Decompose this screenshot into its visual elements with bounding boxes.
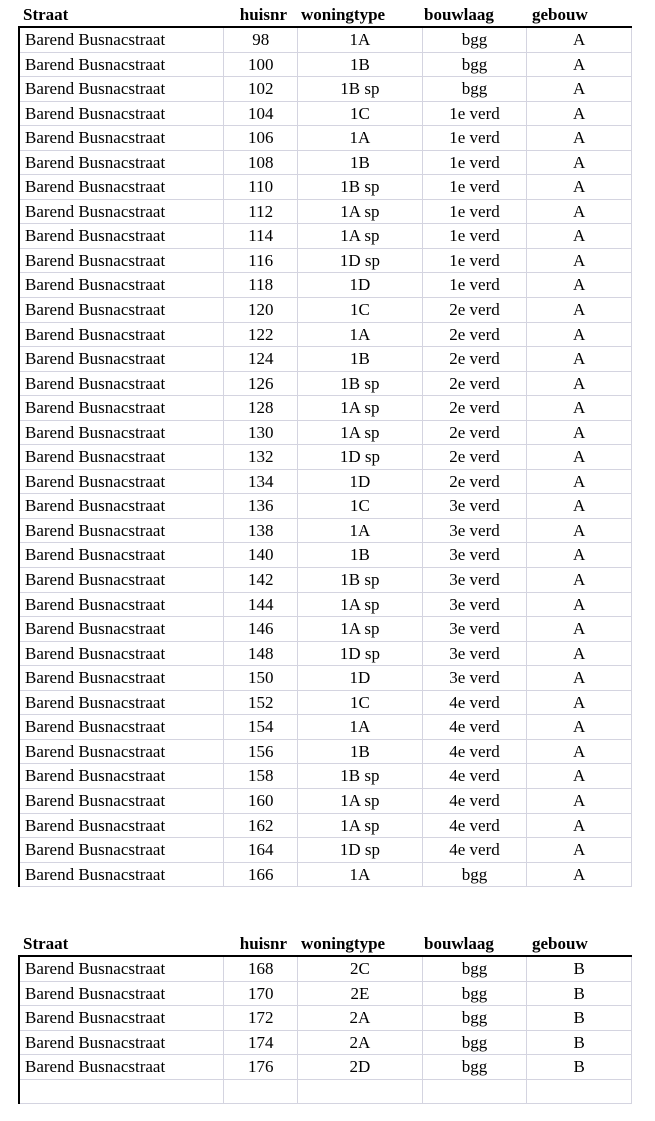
header-woningtype: woningtype <box>301 934 386 953</box>
cell-woningtype: 1B sp <box>298 175 423 199</box>
cell-gebouw: A <box>527 789 632 813</box>
cell-bouwlaag: 1e verd <box>423 126 528 150</box>
cell-bouwlaag: 4e verd <box>423 715 528 739</box>
table-row <box>20 715 632 740</box>
cell-huisnr: 166 <box>224 863 298 887</box>
cell-gebouw: A <box>527 28 632 52</box>
cell-huisnr: 142 <box>224 568 298 592</box>
cell-huisnr: 110 <box>224 175 298 199</box>
cell-bouwlaag: bgg <box>423 77 528 101</box>
cell-straat: Barend Busnacstraat <box>20 273 224 297</box>
cell-bouwlaag: 1e verd <box>423 224 528 248</box>
cell-gebouw: A <box>527 175 632 199</box>
cell-huisnr: 162 <box>224 814 298 838</box>
table-building-b <box>18 933 632 1104</box>
cell-huisnr: 152 <box>224 691 298 715</box>
cell-bouwlaag: 2e verd <box>423 323 528 347</box>
table-row <box>20 298 632 323</box>
table-building-a <box>18 4 632 887</box>
cell-straat: Barend Busnacstraat <box>20 1006 224 1030</box>
table-row <box>20 1031 632 1056</box>
cell-woningtype: 2A <box>298 1006 423 1030</box>
cell-straat: Barend Busnacstraat <box>20 543 224 567</box>
cell-bouwlaag: 1e verd <box>423 175 528 199</box>
cell-huisnr: 172 <box>224 1006 298 1030</box>
cell-gebouw: A <box>527 298 632 322</box>
table-body <box>18 28 632 887</box>
cell-huisnr: 120 <box>224 298 298 322</box>
table-row <box>20 666 632 691</box>
cell-woningtype: 1A <box>298 715 423 739</box>
cell-gebouw: B <box>527 1006 632 1030</box>
cell-huisnr: 170 <box>224 982 298 1006</box>
cell-huisnr: 118 <box>224 273 298 297</box>
cell-gebouw: A <box>527 372 632 396</box>
cell-bouwlaag: bgg <box>423 1031 528 1055</box>
cell-woningtype: 1A <box>298 323 423 347</box>
cell-huisnr: 140 <box>224 543 298 567</box>
cell-huisnr: 104 <box>224 102 298 126</box>
table-row <box>20 494 632 519</box>
cell-woningtype: 1D <box>298 666 423 690</box>
cell-bouwlaag: 4e verd <box>423 838 528 862</box>
cell-woningtype: 1D sp <box>298 838 423 862</box>
cell-huisnr: 156 <box>224 740 298 764</box>
cell-huisnr <box>224 1080 298 1104</box>
cell-straat: Barend Busnacstraat <box>20 666 224 690</box>
cell-huisnr: 124 <box>224 347 298 371</box>
cell-huisnr: 150 <box>224 666 298 690</box>
cell-woningtype: 1C <box>298 691 423 715</box>
cell-straat: Barend Busnacstraat <box>20 740 224 764</box>
cell-bouwlaag: bgg <box>423 863 528 887</box>
cell-gebouw: A <box>527 249 632 273</box>
cell-gebouw: A <box>527 151 632 175</box>
cell-woningtype: 1B <box>298 347 423 371</box>
cell-bouwlaag: 1e verd <box>423 151 528 175</box>
table-row <box>20 982 632 1007</box>
cell-straat: Barend Busnacstraat <box>20 28 224 52</box>
header-gebouw: gebouw <box>532 5 588 24</box>
cell-woningtype: 1B sp <box>298 568 423 592</box>
cell-gebouw: A <box>527 617 632 641</box>
cell-straat: Barend Busnacstraat <box>20 1031 224 1055</box>
cell-bouwlaag: bgg <box>423 1055 528 1079</box>
cell-woningtype: 1A <box>298 863 423 887</box>
table-row <box>20 764 632 789</box>
cell-woningtype: 1B sp <box>298 77 423 101</box>
cell-straat: Barend Busnacstraat <box>20 593 224 617</box>
cell-bouwlaag: 3e verd <box>423 494 528 518</box>
cell-woningtype: 1B <box>298 151 423 175</box>
cell-straat: Barend Busnacstraat <box>20 617 224 641</box>
cell-gebouw: A <box>527 764 632 788</box>
cell-gebouw: A <box>527 740 632 764</box>
cell-huisnr: 106 <box>224 126 298 150</box>
cell-gebouw: A <box>527 666 632 690</box>
cell-bouwlaag: 2e verd <box>423 298 528 322</box>
cell-straat: Barend Busnacstraat <box>20 200 224 224</box>
table-row <box>20 77 632 102</box>
cell-huisnr: 108 <box>224 151 298 175</box>
cell-huisnr: 102 <box>224 77 298 101</box>
cell-woningtype: 1C <box>298 102 423 126</box>
cell-huisnr: 100 <box>224 53 298 77</box>
cell-gebouw: A <box>527 396 632 420</box>
cell-straat: Barend Busnacstraat <box>20 53 224 77</box>
table-row <box>20 1006 632 1031</box>
cell-gebouw: B <box>527 957 632 981</box>
cell-bouwlaag <box>423 1080 528 1104</box>
table-row <box>20 126 632 151</box>
cell-straat: Barend Busnacstraat <box>20 175 224 199</box>
cell-bouwlaag: 1e verd <box>423 200 528 224</box>
cell-bouwlaag: 3e verd <box>423 519 528 543</box>
header-bouwlaag: bouwlaag <box>424 5 494 24</box>
cell-gebouw: A <box>527 568 632 592</box>
table-row <box>20 470 632 495</box>
cell-woningtype: 1A sp <box>298 396 423 420</box>
cell-woningtype: 1C <box>298 298 423 322</box>
table-header <box>18 4 632 28</box>
cell-woningtype: 2A <box>298 1031 423 1055</box>
cell-gebouw <box>527 1080 632 1104</box>
cell-woningtype: 1C <box>298 494 423 518</box>
cell-woningtype: 1A sp <box>298 617 423 641</box>
table-row <box>20 789 632 814</box>
cell-straat: Barend Busnacstraat <box>20 126 224 150</box>
table-row <box>20 249 632 274</box>
cell-huisnr: 98 <box>224 28 298 52</box>
table-row <box>20 691 632 716</box>
cell-gebouw: A <box>527 838 632 862</box>
cell-huisnr: 148 <box>224 642 298 666</box>
cell-straat: Barend Busnacstraat <box>20 347 224 371</box>
cell-gebouw: A <box>527 593 632 617</box>
cell-huisnr: 160 <box>224 789 298 813</box>
cell-woningtype: 1A sp <box>298 224 423 248</box>
cell-straat: Barend Busnacstraat <box>20 568 224 592</box>
cell-gebouw: A <box>527 347 632 371</box>
cell-straat: Barend Busnacstraat <box>20 789 224 813</box>
cell-bouwlaag: bgg <box>423 982 528 1006</box>
cell-woningtype: 1A sp <box>298 200 423 224</box>
cell-woningtype: 1D sp <box>298 445 423 469</box>
cell-gebouw: A <box>527 642 632 666</box>
table-row <box>20 814 632 839</box>
cell-bouwlaag: 3e verd <box>423 666 528 690</box>
cell-huisnr: 144 <box>224 593 298 617</box>
cell-straat: Barend Busnacstraat <box>20 957 224 981</box>
cell-bouwlaag: 3e verd <box>423 593 528 617</box>
cell-huisnr: 174 <box>224 1031 298 1055</box>
cell-woningtype: 1B <box>298 543 423 567</box>
cell-straat: Barend Busnacstraat <box>20 1055 224 1079</box>
cell-woningtype: 1A sp <box>298 593 423 617</box>
cell-huisnr: 158 <box>224 764 298 788</box>
cell-straat: Barend Busnacstraat <box>20 298 224 322</box>
cell-bouwlaag: 2e verd <box>423 421 528 445</box>
cell-bouwlaag: 2e verd <box>423 445 528 469</box>
table-row <box>20 1055 632 1080</box>
cell-bouwlaag: 3e verd <box>423 642 528 666</box>
cell-straat <box>20 1080 224 1104</box>
cell-straat: Barend Busnacstraat <box>20 372 224 396</box>
table-row <box>20 740 632 765</box>
cell-straat: Barend Busnacstraat <box>20 445 224 469</box>
cell-straat: Barend Busnacstraat <box>20 396 224 420</box>
cell-gebouw: A <box>527 126 632 150</box>
cell-straat: Barend Busnacstraat <box>20 421 224 445</box>
header-woningtype: woningtype <box>301 5 386 24</box>
table-row <box>20 421 632 446</box>
cell-huisnr: 154 <box>224 715 298 739</box>
cell-gebouw: A <box>527 543 632 567</box>
cell-straat: Barend Busnacstraat <box>20 224 224 248</box>
cell-woningtype: 2D <box>298 1055 423 1079</box>
cell-bouwlaag: 3e verd <box>423 568 528 592</box>
header-bouwlaag: bouwlaag <box>424 934 494 953</box>
cell-woningtype <box>298 1080 423 1104</box>
cell-bouwlaag: 4e verd <box>423 740 528 764</box>
cell-huisnr: 114 <box>224 224 298 248</box>
cell-bouwlaag: 3e verd <box>423 543 528 567</box>
cell-straat: Barend Busnacstraat <box>20 814 224 838</box>
cell-gebouw: A <box>527 445 632 469</box>
cell-gebouw: B <box>527 982 632 1006</box>
cell-huisnr: 176 <box>224 1055 298 1079</box>
cell-straat: Barend Busnacstraat <box>20 102 224 126</box>
cell-huisnr: 130 <box>224 421 298 445</box>
header-huisnr: huisnr <box>239 934 287 953</box>
table-row <box>20 102 632 127</box>
cell-huisnr: 134 <box>224 470 298 494</box>
table-row <box>20 838 632 863</box>
cell-bouwlaag: 4e verd <box>423 814 528 838</box>
cell-woningtype: 1A <box>298 126 423 150</box>
table-row <box>20 53 632 78</box>
cell-gebouw: A <box>527 519 632 543</box>
cell-huisnr: 126 <box>224 372 298 396</box>
cell-gebouw: A <box>527 200 632 224</box>
cell-huisnr: 138 <box>224 519 298 543</box>
cell-woningtype: 1D sp <box>298 249 423 273</box>
cell-huisnr: 112 <box>224 200 298 224</box>
table-row <box>20 863 632 888</box>
cell-straat: Barend Busnacstraat <box>20 470 224 494</box>
table-row <box>20 372 632 397</box>
cell-huisnr: 168 <box>224 957 298 981</box>
table-row <box>20 323 632 348</box>
cell-woningtype: 1B <box>298 740 423 764</box>
cell-bouwlaag: 1e verd <box>423 249 528 273</box>
header-huisnr: huisnr <box>239 5 287 24</box>
cell-huisnr: 128 <box>224 396 298 420</box>
cell-straat: Barend Busnacstraat <box>20 691 224 715</box>
cell-straat: Barend Busnacstraat <box>20 249 224 273</box>
cell-huisnr: 116 <box>224 249 298 273</box>
cell-gebouw: A <box>527 273 632 297</box>
cell-huisnr: 122 <box>224 323 298 347</box>
table-row <box>20 519 632 544</box>
table-row <box>20 175 632 200</box>
cell-bouwlaag: 2e verd <box>423 470 528 494</box>
cell-gebouw: A <box>527 102 632 126</box>
cell-gebouw: A <box>527 814 632 838</box>
cell-straat: Barend Busnacstraat <box>20 764 224 788</box>
cell-woningtype: 2C <box>298 957 423 981</box>
cell-gebouw: A <box>527 224 632 248</box>
cell-bouwlaag: 2e verd <box>423 372 528 396</box>
cell-gebouw: A <box>527 470 632 494</box>
header-gebouw: gebouw <box>532 934 588 953</box>
table-row <box>20 273 632 298</box>
cell-bouwlaag: 3e verd <box>423 617 528 641</box>
cell-woningtype: 1B <box>298 53 423 77</box>
table-row <box>20 151 632 176</box>
cell-gebouw: A <box>527 323 632 347</box>
cell-gebouw: A <box>527 53 632 77</box>
table-row <box>20 593 632 618</box>
cell-straat: Barend Busnacstraat <box>20 494 224 518</box>
header-straat: Straat <box>23 5 69 24</box>
cell-gebouw: A <box>527 494 632 518</box>
cell-woningtype: 1A <box>298 28 423 52</box>
cell-huisnr: 132 <box>224 445 298 469</box>
table-header <box>18 933 632 957</box>
cell-woningtype: 2E <box>298 982 423 1006</box>
cell-straat: Barend Busnacstraat <box>20 77 224 101</box>
cell-straat: Barend Busnacstraat <box>20 982 224 1006</box>
cell-straat: Barend Busnacstraat <box>20 151 224 175</box>
cell-woningtype: 1D sp <box>298 642 423 666</box>
cell-straat: Barend Busnacstraat <box>20 838 224 862</box>
cell-woningtype: 1A sp <box>298 421 423 445</box>
cell-straat: Barend Busnacstraat <box>20 715 224 739</box>
cell-gebouw: B <box>527 1031 632 1055</box>
cell-woningtype: 1A <box>298 519 423 543</box>
table-row <box>20 445 632 470</box>
cell-bouwlaag: bgg <box>423 957 528 981</box>
cell-bouwlaag: 1e verd <box>423 102 528 126</box>
cell-bouwlaag: bgg <box>423 28 528 52</box>
table-row <box>20 347 632 372</box>
cell-woningtype: 1A sp <box>298 814 423 838</box>
cell-gebouw: A <box>527 691 632 715</box>
header-straat: Straat <box>23 934 69 953</box>
cell-huisnr: 146 <box>224 617 298 641</box>
cell-straat: Barend Busnacstraat <box>20 519 224 543</box>
cell-woningtype: 1B sp <box>298 764 423 788</box>
table-row <box>20 200 632 225</box>
table-row <box>20 617 632 642</box>
cell-bouwlaag: 4e verd <box>423 691 528 715</box>
cell-bouwlaag: bgg <box>423 1006 528 1030</box>
cell-woningtype: 1B sp <box>298 372 423 396</box>
cell-bouwlaag: 4e verd <box>423 764 528 788</box>
cell-straat: Barend Busnacstraat <box>20 863 224 887</box>
cell-gebouw: A <box>527 715 632 739</box>
table-row <box>20 568 632 593</box>
table-body <box>18 957 632 1104</box>
cell-woningtype: 1A sp <box>298 789 423 813</box>
cell-straat: Barend Busnacstraat <box>20 642 224 666</box>
cell-bouwlaag: 4e verd <box>423 789 528 813</box>
table-row <box>20 1080 632 1105</box>
cell-gebouw: A <box>527 421 632 445</box>
cell-bouwlaag: 2e verd <box>423 396 528 420</box>
cell-huisnr: 164 <box>224 838 298 862</box>
table-row <box>20 957 632 982</box>
cell-bouwlaag: bgg <box>423 53 528 77</box>
cell-woningtype: 1D <box>298 273 423 297</box>
cell-bouwlaag: 2e verd <box>423 347 528 371</box>
cell-huisnr: 136 <box>224 494 298 518</box>
table-row <box>20 642 632 667</box>
table-row <box>20 396 632 421</box>
cell-bouwlaag: 1e verd <box>423 273 528 297</box>
cell-woningtype: 1D <box>298 470 423 494</box>
cell-gebouw: A <box>527 863 632 887</box>
cell-straat: Barend Busnacstraat <box>20 323 224 347</box>
cell-gebouw: B <box>527 1055 632 1079</box>
table-row <box>20 543 632 568</box>
cell-gebouw: A <box>527 77 632 101</box>
table-row <box>20 28 632 53</box>
table-row <box>20 224 632 249</box>
